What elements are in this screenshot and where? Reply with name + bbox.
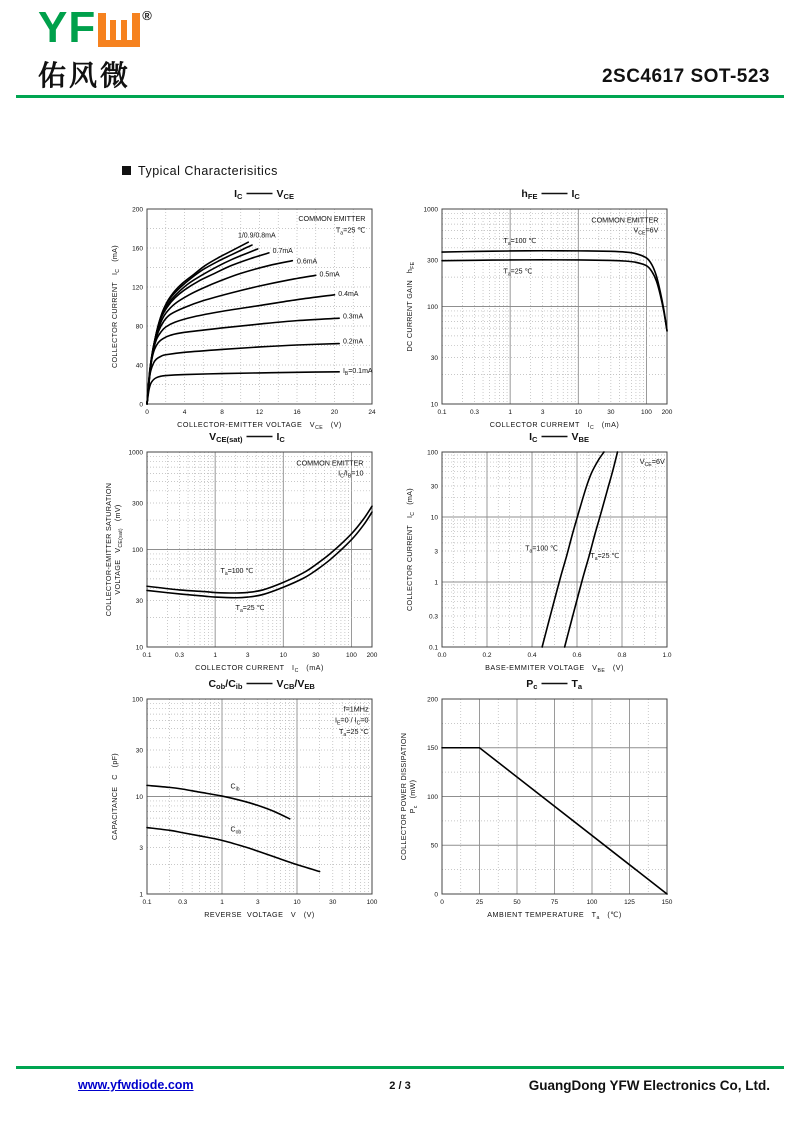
chart-canvas-hfe-ic — [397, 183, 697, 438]
svg-text:VCE(sat): VCE(sat) — [209, 431, 243, 444]
svg-text:10: 10 — [135, 793, 143, 801]
svg-text:10: 10 — [135, 644, 143, 652]
svg-text:1: 1 — [220, 899, 224, 906]
bullet-square-icon — [122, 166, 131, 175]
svg-text:1: 1 — [508, 409, 512, 416]
svg-text:COLLECTOR CURREMT IC (mA): COLLECTOR CURREMT $I_C$ (mA) — [489, 420, 620, 431]
svg-text:100: 100 — [641, 409, 652, 416]
page-indicator: 2 / 3 — [389, 1080, 411, 1092]
svg-text:0: 0 — [139, 401, 143, 409]
svg-text:30: 30 — [312, 652, 320, 659]
svg-text:16: 16 — [293, 409, 301, 416]
svg-text:Pc: Pc — [526, 678, 538, 691]
header-rule — [16, 95, 784, 98]
svg-text:0.1: 0.1 — [428, 644, 438, 652]
svg-text:100: 100 — [427, 793, 438, 801]
svg-text:75: 75 — [550, 899, 559, 906]
svg-text:200: 200 — [132, 206, 143, 214]
series-Ta=25C — [147, 512, 372, 598]
logo-latin-row — [38, 3, 152, 52]
svg-text:30: 30 — [430, 483, 438, 491]
svg-text:0.1: 0.1 — [437, 409, 447, 416]
svg-text:Ta=25 ℃: $T_a=25$ ℃ — [335, 225, 366, 237]
svg-text:10: 10 — [574, 409, 582, 416]
svg-text:0.2mA: 0.2mA — [342, 338, 364, 346]
series-IB=0.7mA — [147, 253, 269, 404]
section-title-text: Typical Characterisitics — [138, 164, 278, 178]
svg-text:0.3: 0.3 — [178, 899, 188, 906]
svg-text:10: 10 — [430, 401, 438, 409]
chart-pc-ta — [397, 673, 697, 928]
company-name: GuangDong YFW Electronics Co, Ltd. — [528, 1078, 770, 1093]
svg-text:BASE-EMMITER VOLTAGE VBE (: BASE-EMMITER VOLTAGE $V_{BE}$ (V) — [485, 663, 624, 674]
chart-hfe-ic — [397, 183, 697, 438]
svg-text:4: 4 — [182, 409, 187, 416]
svg-text:IC: IC — [529, 431, 538, 444]
svg-text:COLLECTOR-EMITTER SATURATION: COLLECTOR-EMITTER SATURATION — [104, 482, 113, 617]
svg-text:COLLECTOR CURRENT IC (mA): COLLECTOR CURRENT $I_C$ (mA) — [110, 245, 121, 368]
series-Ta=25C — [565, 452, 618, 647]
footer-rule — [16, 1066, 784, 1069]
svg-text:CAPACITANCE C (pF): CAPACITANCE C (pF) — [110, 753, 119, 840]
svg-text:COLLECTOR POWER DISSIPATION: COLLECTOR POWER DISSIPATION — [399, 732, 408, 861]
svg-text:200: 200 — [366, 652, 378, 659]
svg-text:COMMON EMITTER: COMMON EMITTER — [591, 215, 659, 225]
svg-text:0: 0 — [440, 899, 444, 906]
svg-text:Ta=100 ℃: $T_a=100$ ℃ — [525, 545, 558, 555]
chart-ic-vbe — [397, 426, 697, 681]
yfw-logo — [38, 3, 152, 94]
svg-text:100: 100 — [427, 303, 438, 311]
svg-text:30: 30 — [329, 899, 337, 906]
svg-text:REVERSE VOLTAGE V (V): REVERSE VOLTAGE V (V) — [204, 910, 315, 919]
logo-chinese-text: 佑风微 — [38, 59, 132, 92]
svg-text:3: 3 — [540, 409, 545, 416]
svg-text:Cob/Cib: Cob/Cib — [208, 678, 243, 691]
svg-text:0.3: 0.3 — [469, 409, 480, 416]
svg-text:IE=0 / IC=0: $I_E=0 / I_C=0$ — [334, 715, 369, 727]
svg-text:100: 100 — [586, 899, 598, 906]
svg-text:10: 10 — [430, 514, 438, 522]
svg-text:200: 200 — [427, 696, 438, 704]
registered-trademark-icon: ® — [142, 8, 152, 23]
series-Ta=100C — [442, 251, 667, 331]
svg-text:VCB/VEB: VCB/VEB — [276, 678, 315, 691]
svg-text:1: 1 — [213, 652, 217, 659]
svg-text:Cob: $C_{ob}$ — [230, 826, 242, 836]
svg-text:25: 25 — [475, 899, 484, 906]
svg-text:Pc (mW): $P_c$ (mW) — [408, 779, 419, 814]
svg-text:0.6mA: 0.6mA — [297, 258, 318, 266]
svg-text:1000: 1000 — [423, 206, 438, 214]
svg-text:1/0.9/0.8mA: 1/0.9/0.8mA — [237, 232, 276, 240]
svg-text:0.8: 0.8 — [617, 652, 627, 659]
svg-text:50: 50 — [430, 842, 438, 850]
svg-text:50: 50 — [513, 899, 521, 906]
chart-canvas-pc-ta — [397, 673, 697, 928]
svg-text:VBE: VBE — [571, 431, 589, 444]
svg-text:20: 20 — [330, 409, 339, 416]
svg-text:0.3: 0.3 — [174, 652, 185, 659]
svg-text:3: 3 — [255, 899, 260, 906]
svg-text:1000: 1000 — [128, 449, 143, 457]
svg-text:VCE=6V: $V_{CE}=6V$ — [633, 225, 659, 237]
svg-text:30: 30 — [607, 409, 615, 416]
svg-text:IC: IC — [571, 188, 580, 201]
svg-text:Ta=25 ℃: $T_a=25$ ℃ — [590, 553, 620, 563]
svg-text:1: 1 — [434, 579, 438, 587]
svg-text:80: 80 — [135, 323, 143, 331]
svg-text:IC: IC — [276, 431, 285, 444]
svg-text:hFE: hFE — [521, 188, 538, 201]
svg-text:0.4mA: 0.4mA — [338, 290, 359, 298]
svg-text:8: 8 — [220, 409, 224, 416]
logo-w-icon — [98, 13, 140, 52]
svg-text:120: 120 — [132, 284, 143, 292]
chart-canvas-ic-vbe — [397, 426, 697, 681]
svg-text:300: 300 — [132, 500, 143, 508]
svg-text:0.3: 0.3 — [428, 613, 438, 621]
section-heading — [122, 164, 278, 178]
svg-text:COMMON EMITTER: COMMON EMITTER — [298, 213, 366, 223]
svg-text:0.1: 0.1 — [142, 899, 152, 906]
part-number: 2SC4617 SOT-523 — [601, 66, 770, 87]
website-link[interactable]: www.yfwdiode.com — [78, 1078, 194, 1092]
svg-text:Ta=25 ℃: $T_a=25$ ℃ — [235, 605, 265, 615]
series-IB=0.3mA — [147, 318, 339, 404]
svg-text:1: 1 — [139, 891, 143, 899]
svg-text:200: 200 — [661, 409, 673, 416]
svg-text:30: 30 — [430, 354, 438, 362]
svg-text:0.3mA: 0.3mA — [342, 313, 364, 321]
series-IB=0.1mA — [147, 372, 339, 404]
svg-text:1.0: 1.0 — [662, 652, 672, 659]
grid — [442, 209, 667, 404]
svg-text:125: 125 — [624, 899, 635, 906]
svg-text:10: 10 — [279, 652, 287, 659]
grid — [442, 699, 667, 894]
svg-text:COLLECTOR-EMITTER VOLTAGE VC: COLLECTOR-EMITTER VOLTAGE $V_{CE}$ (V) — [177, 420, 342, 431]
svg-text:0.0: 0.0 — [437, 652, 447, 659]
series-IB=0.6mA — [147, 261, 292, 404]
series — [442, 251, 667, 331]
svg-text:3: 3 — [139, 844, 143, 852]
chart-canvas-c-v — [102, 673, 402, 928]
chart-vcesat-ic — [102, 426, 402, 681]
svg-text:0.4: 0.4 — [527, 652, 537, 659]
svg-text:100: 100 — [346, 652, 357, 659]
chart-cob-cib — [102, 673, 402, 928]
series — [147, 242, 339, 404]
svg-text:VCE=6V: $V_{CE}=6V$ — [639, 457, 665, 469]
svg-text:0.6: 0.6 — [572, 652, 582, 659]
svg-text:40: 40 — [135, 362, 143, 370]
svg-text:100: 100 — [132, 696, 143, 704]
svg-text:Cib: $C_{ib}$ — [230, 783, 240, 793]
svg-text:0.5mA: 0.5mA — [319, 271, 340, 279]
svg-text:AMBIENT TEMPERATURE Ta (℃): AMBIENT TEMPERATURE $T_a$ (℃) — [487, 910, 622, 921]
series-Ta=25C — [442, 260, 667, 331]
svg-text:160: 160 — [132, 245, 143, 253]
svg-text:0: 0 — [145, 409, 149, 416]
svg-text:12: 12 — [255, 409, 264, 416]
svg-text:COLLECTOR CURRENT IC (mA): COLLECTOR CURRENT $I_C$ (mA) — [405, 488, 416, 611]
svg-text:0.7mA: 0.7mA — [272, 247, 293, 255]
svg-text:f=1MHz: f=1MHz — [343, 704, 369, 714]
svg-text:3: 3 — [434, 548, 438, 556]
svg-text:100: 100 — [132, 546, 143, 554]
svg-text:100: 100 — [366, 899, 378, 906]
svg-text:24: 24 — [368, 409, 376, 416]
svg-text:0.1: 0.1 — [142, 652, 152, 659]
svg-text:IC: IC — [234, 188, 243, 201]
grid — [147, 452, 372, 647]
logo-yf-text: YF — [38, 3, 97, 52]
svg-text:10: 10 — [293, 899, 301, 906]
svg-text:100: 100 — [427, 449, 438, 457]
svg-text:VCE: VCE — [276, 188, 294, 201]
svg-text:IC/IB=10: $I_C/I_B=10$ — [338, 468, 364, 480]
svg-text:30: 30 — [135, 747, 143, 755]
svg-text:150: 150 — [661, 899, 673, 906]
svg-text:Ta=25 ℃: $T_a=25$ ℃ — [503, 268, 533, 278]
svg-text:0: 0 — [434, 891, 438, 899]
svg-text:150: 150 — [427, 745, 438, 753]
svg-text:0.2: 0.2 — [482, 652, 492, 659]
svg-text:VOLTAGE VCE(sat) (mV): VOLTAGE $V_{CE(sat)}$ (mV) — [113, 504, 124, 595]
svg-text:COLLECTOR CURRENT IC (mA): COLLECTOR CURRENT $I_C$ (mA) — [195, 663, 324, 674]
svg-text:30: 30 — [135, 597, 143, 605]
chart-canvas-vcesat-ic — [102, 426, 402, 681]
svg-text:Ta: Ta — [571, 678, 583, 691]
svg-text:3: 3 — [245, 652, 250, 659]
svg-text:Ta=25 °C: $T_a=25$ °C — [339, 726, 369, 738]
svg-text:Ta=100 ℃: $T_a=100$ ℃ — [220, 568, 254, 578]
svg-text:COMMON EMITTER: COMMON EMITTER — [296, 458, 364, 468]
chart-ic-vce — [102, 183, 402, 438]
svg-text:DC CURRENT GAIN hFE: DC CURRENT GAIN $h_{FE}$ — [405, 261, 416, 352]
svg-text:300: 300 — [427, 257, 438, 265]
svg-text:IB=0.1mA: $I_B=0.1mA$ — [342, 367, 373, 377]
svg-text:Ta=100 ℃: $T_a=100$ ℃ — [503, 237, 537, 247]
chart-canvas-ic-vce — [102, 183, 402, 438]
